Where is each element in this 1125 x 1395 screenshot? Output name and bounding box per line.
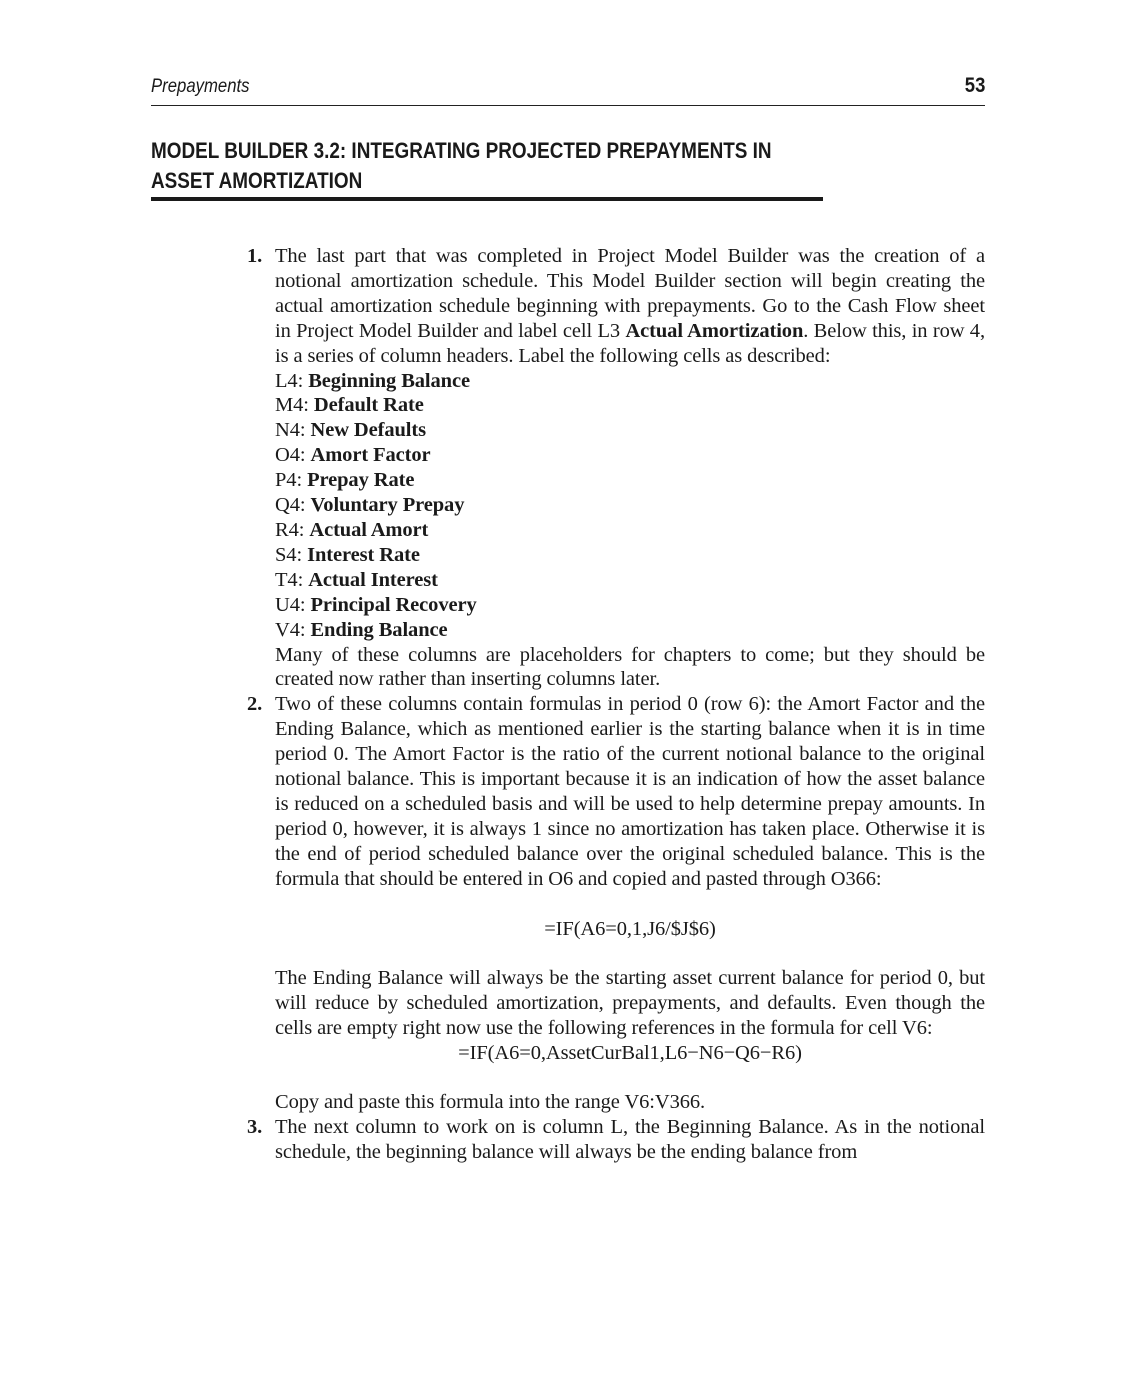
cell-label: Prepay Rate <box>307 469 415 492</box>
cell-ref: N4: <box>275 419 306 442</box>
cell-ref: R4: <box>275 518 305 541</box>
running-head-title: Prepayments <box>151 76 250 97</box>
cell-label-line <box>275 443 985 468</box>
page-number: 53 <box>964 74 985 97</box>
cell-ref: S4: <box>275 543 303 566</box>
cell-label: Amort Factor <box>310 444 431 467</box>
spacer <box>275 941 985 966</box>
cell-label: Actual Interest <box>308 568 438 591</box>
item-1-intro <box>275 244 985 369</box>
cell-label-line <box>275 618 985 643</box>
cell-ref: Q4: <box>275 494 306 517</box>
cell-ref: M4: <box>275 394 309 417</box>
spacer <box>275 892 985 917</box>
cell-label: Principal Recovery <box>310 593 477 616</box>
item-1-closing: Many of these columns are placeholders for chapters to come; but they should be created now rather than inserting columns later. <box>275 643 985 691</box>
cell-label-line <box>275 468 985 493</box>
cell-ref: L4: <box>275 369 304 392</box>
cell-label: Interest Rate <box>307 543 420 566</box>
list-item-1 <box>247 244 985 692</box>
item-1-intro-bold: Actual Amortization <box>625 319 804 342</box>
section-heading-line-1: MODEL BUILDER 3.2: INTEGRATING PROJECTED PREPAYMENTS IN <box>151 138 772 163</box>
list-item-3 <box>247 1115 985 1165</box>
cell-label: Actual Amort <box>309 518 429 541</box>
cell-label-line <box>275 393 985 418</box>
formula-ending-balance: =IF(A6=0,AssetCurBal1,L6−N6−Q6−R6) <box>458 1042 802 1065</box>
cell-ref: P4: <box>275 469 303 492</box>
item-2-paragraph-3: Copy and paste this formula into the range V6:V366. <box>275 1091 706 1114</box>
cell-label-line <box>275 493 985 518</box>
section-heading <box>151 136 823 201</box>
spacer <box>275 1066 985 1090</box>
item-number: 3. <box>247 1116 263 1138</box>
item-2-paragraph-2: The Ending Balance will always be the starting asset current balance for period 0, but will reduce by scheduled amortization, prepayments, and defaults. Even though the cells are empty right now use the following references in the formula for cell V6: <box>275 967 985 1040</box>
item-2-paragraph-1: Two of these columns contain formulas in period 0 (row 6): the Amort Factor and the Ending Balance, which as mentioned earlier is the starting balance when it is in time period 0. The Amort Factor is the ratio of the current notional balance to the original notional balance. This is important because it is an indication of how the asset balance is reduced on a scheduled basis and will be used to help determine prepay amounts. In period 0, however, it is always 1 since no amortization has taken place. Otherwise it is the end of period scheduled balance over the original scheduled balance. This is the formula that should be entered in O6 and copied and pasted through O366: <box>275 693 985 890</box>
cell-label: Ending Balance <box>310 618 448 641</box>
cell-label-line <box>275 593 985 618</box>
body-text <box>247 244 985 1165</box>
cell-label: Default Rate <box>313 394 424 417</box>
cell-label: New Defaults <box>310 419 426 442</box>
cell-label: Beginning Balance <box>308 369 470 392</box>
formula-amort-factor: =IF(A6=0,1,J6/$J$6) <box>544 917 716 940</box>
running-head <box>151 74 985 106</box>
item-1-intro-text: The last part that was completed in Project Model Builder was the creation of a notional amortization schedule. This Model Builder section will begin creating the actual amortization schedule beginning with prepayments. Go to the Cash Flow sheet in Project Model Builder and label cell L3 <box>275 245 985 342</box>
cell-label-line <box>275 369 985 394</box>
cell-label: Voluntary Prepay <box>310 494 465 517</box>
cell-label-line <box>275 568 985 593</box>
cell-ref: T4: <box>275 568 304 591</box>
cell-label-line <box>275 518 985 543</box>
item-3-paragraph-1: The next column to work on is column L, the Beginning Balance. As in the notional schedule, the beginning balance will always be the ending balance from <box>275 1116 985 1163</box>
item-1-intro-tail: . Below this, in row 4, is a series of column headers. Label the following cells as described: <box>275 319 985 367</box>
cell-ref: U4: <box>275 593 306 616</box>
cell-label-line <box>275 418 985 443</box>
cell-ref: V4: <box>275 618 306 641</box>
item-number: 1. <box>247 245 263 267</box>
list-item-2 <box>247 692 985 1115</box>
item-number: 2. <box>247 693 263 716</box>
section-heading-line-2: ASSET AMORTIZATION <box>151 168 363 193</box>
cell-ref: O4: <box>275 444 306 467</box>
cell-label-line <box>275 543 985 568</box>
